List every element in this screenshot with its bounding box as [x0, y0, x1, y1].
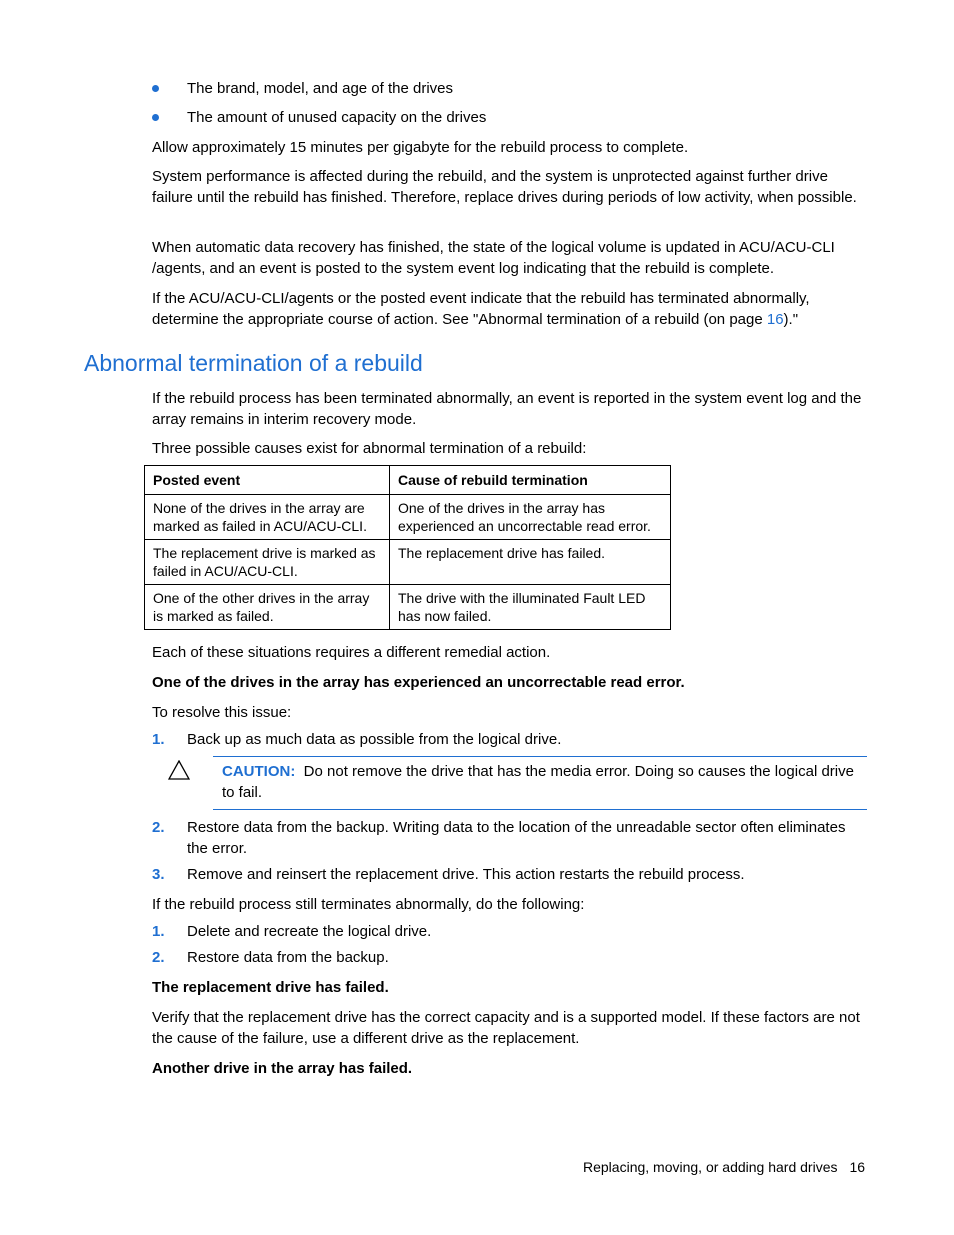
step-number: 2.	[152, 819, 165, 836]
caution-label: CAUTION:	[222, 763, 296, 780]
step-text: Delete and recreate the logical drive.	[187, 923, 432, 940]
causes-table	[144, 465, 671, 630]
table-row	[145, 540, 671, 585]
table-cell: The replacement drive is marked as failed in ACU/ACU-CLI.	[145, 540, 390, 585]
paragraph: If the rebuild process has been terminated abnormally, an event is reported in the system event log and the array remains in interim recovery mode.	[152, 390, 862, 428]
paragraph: If the rebuild process still terminates abnormally, do the following:	[152, 896, 585, 913]
paragraph: Each of these situations requires a different remedial action.	[152, 644, 551, 661]
paragraph: Three possible causes exist for abnormal termination of a rebuild:	[152, 440, 587, 457]
step-number: 2.	[152, 949, 165, 966]
step-text: Restore data from the backup.	[187, 949, 389, 966]
table-cell: The drive with the illuminated Fault LED has now failed.	[390, 585, 671, 630]
table-cell: The replacement drive has failed.	[390, 540, 671, 585]
table-header: Posted event	[145, 466, 390, 495]
section-heading: Abnormal termination of a rebuild	[84, 350, 423, 376]
caution-box	[213, 756, 867, 810]
paragraph: Verify that the replacement drive has the correct capacity and is a supported model. If these factors are not the cause of the failure, use a different drive as the replacement.	[152, 1009, 860, 1047]
paragraph-text: If the ACU/ACU-CLI/agents or the posted event indicate that the rebuild has terminated abnormally, determine the appropriate course of action. See "Abnormal termination of a rebuild (on page	[152, 290, 810, 328]
page-number: 16	[849, 1159, 866, 1175]
table-row	[145, 585, 671, 630]
footer-title: Replacing, moving, or adding hard drives	[583, 1159, 838, 1175]
table-cell: None of the drives in the array are marked as failed in ACU/ACU-CLI.	[145, 495, 390, 540]
paragraph	[152, 288, 864, 330]
page-link[interactable]: 16	[766, 311, 784, 328]
table-cell: One of the other drives in the array is marked as failed.	[145, 585, 390, 630]
table-cell: One of the drives in the array has experienced an uncorrectable read error.	[390, 495, 671, 540]
subheading: One of the drives in the array has experienced an uncorrectable read error.	[152, 674, 685, 691]
subheading: The replacement drive has failed.	[152, 979, 389, 996]
paragraph: System performance is affected during the rebuild, and the system is unprotected against further drive failure until the rebuild has finished. Therefore, replace drives during periods of low activity, when possible.	[152, 168, 857, 206]
paragraph: When automatic data recovery has finished, the state of the logical volume is updated in ACU/ACU-CLI /agents, and an event is posted to the system event log indicating that the rebuild is complete.	[152, 239, 835, 277]
table-row	[145, 495, 671, 540]
step-number: 3.	[152, 866, 165, 883]
caution-message: Do not remove the drive that has the media error. Doing so causes the logical drive to fail.	[222, 763, 854, 801]
table-header-row	[145, 466, 671, 495]
table-header: Cause of rebuild termination	[390, 466, 671, 495]
step-text: Remove and reinsert the replacement drive. This action restarts the rebuild process.	[187, 866, 745, 883]
paragraph: To resolve this issue:	[152, 704, 292, 721]
step-number: 1.	[152, 731, 165, 748]
step-number: 1.	[152, 923, 165, 940]
paragraph-text: )."	[783, 311, 799, 328]
paragraph: Allow approximately 15 minutes per gigabyte for the rebuild process to complete.	[152, 139, 689, 156]
caution-text	[222, 761, 858, 803]
step-text: Restore data from the backup. Writing data to the location of the unreadable sector often eliminates the error.	[187, 819, 846, 857]
bullet-icon	[152, 85, 159, 92]
bullet-text: The amount of unused capacity on the drives	[187, 109, 487, 126]
bullet-text: The brand, model, and age of the drives	[187, 80, 454, 97]
subheading: Another drive in the array has failed.	[152, 1060, 413, 1077]
page-footer	[583, 1157, 865, 1178]
bullet-icon	[152, 114, 159, 121]
step-text: Back up as much data as possible from the logical drive.	[187, 731, 562, 748]
warning-triangle-icon	[168, 760, 190, 780]
